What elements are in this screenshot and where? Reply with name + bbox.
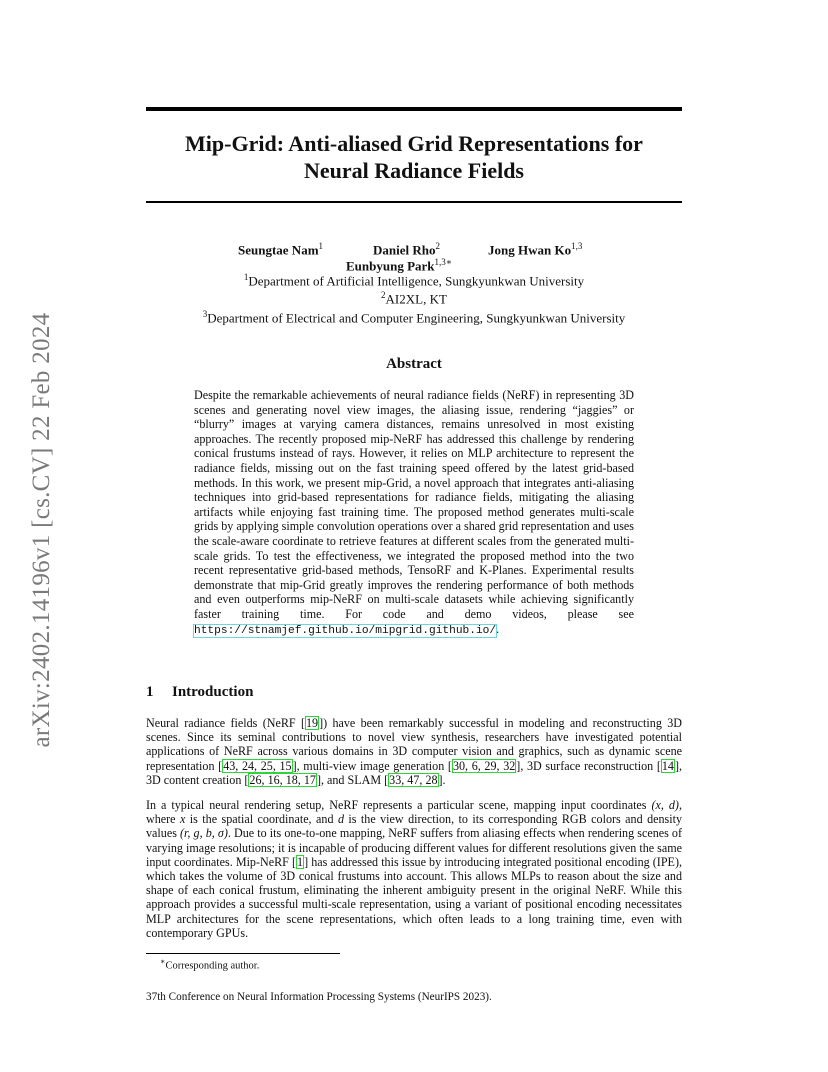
intro-paragraph-1: Neural radiance fields (NeRF [19]) have been remarkably successful in modeling and reconstructing 3D scenes. Since its seminal contributions to novel view synthesis, researchers have investigated potential applications of NeRF across various domains in 3D computer vision and graphics, such as dynamic scene representation [43, 24, 25, 15], multi-view image generation [30, 6, 29, 32], 3D surface reconstruction [14], 3D content creation [26, 16, 18, 17], and SLAM [33, 47, 28]. bbox=[146, 716, 683, 787]
author-nam: Seungtae Nam$^1$ bbox=[238, 241, 324, 258]
citation-link[interactable]: 30, 6, 29, 32 bbox=[452, 758, 516, 773]
title-line-1: Mip-Grid: Anti-aliased Grid Representations for bbox=[185, 131, 643, 156]
author-rho: Daniel Rho$^2$ bbox=[373, 241, 440, 258]
abstract-body: Despite the remarkable achievements of neural radiance fields (NeRF) in representing 3D scenes and generating novel view images, the aliasing issue, rendering “jaggies” or “blurry” images at varying camera distances, remains unresolved in most existing approaches. The recently proposed mip-NeRF has addressed this challenge by rendering conical frustums instead of rays. However, it relies on MLP architecture to represent the radiance fields, missing out on the fast training speed offered by the latest grid-based methods. In this work, we present mip-Grid, a novel approach that integrates anti-aliasing techniques into grid-based representations for radiance fields, mitigating the aliasing artifacts while enjoying fast training time. The proposed method generates multi-scale grids by applying simple convolution operations over a shared grid representation and uses the scale-aware coordinate to retrieve features at different scales from the generated multi-scale grids. To test the effectiveness, we integrated the proposed method into the two recent representative grid-based methods, TensoRF and K-Planes. Experimental results demonstrate that mip-Grid greatly improves the rendering performance of both methods and even outperforms mip-NeRF on multi-scale datasets while achieving significantly faster training time. For code and demo videos, please see https://stnamjef.github.io/mipgrid.github.io/. bbox=[194, 388, 634, 637]
title-line-2: Neural Radiance Fields bbox=[304, 158, 524, 183]
section-heading bbox=[146, 684, 253, 701]
citation-link[interactable]: 33, 47, 28 bbox=[389, 772, 438, 787]
author-row-2 bbox=[146, 254, 682, 274]
citation-link[interactable]: 26, 16, 18, 17 bbox=[249, 772, 316, 787]
affiliation-1: $^1$Department of Artificial Intelligence, Sungkyunkwan University bbox=[243, 272, 585, 289]
project-url-link[interactable]: https://stnamjef.github.io/mipgrid.github.io/ bbox=[194, 624, 497, 637]
math-inline: d bbox=[337, 812, 344, 827]
author-park: Eunbyung Park$^{1,3∗}$ bbox=[346, 257, 452, 274]
math-inline: (r, g, b, σ) bbox=[180, 826, 228, 841]
paper-title bbox=[146, 130, 682, 184]
title-bottom-rule bbox=[146, 201, 682, 203]
title-top-rule bbox=[146, 107, 682, 111]
citation-link[interactable]: 43, 24, 25, 15 bbox=[223, 758, 292, 773]
footnote-rule bbox=[146, 953, 340, 954]
affiliation-3: $^3$Department of Electrical and Computer Engineering, Sungkyunkwan University bbox=[202, 308, 626, 325]
math-inline: (x, d) bbox=[651, 798, 679, 812]
author-row-1 bbox=[146, 238, 682, 258]
author-ko: Jong Hwan Ko$^{1,3}$ bbox=[488, 241, 583, 258]
footnote: ∗Corresponding author. bbox=[160, 957, 260, 972]
conference-note: 37th Conference on Neural Information Processing Systems (NeurIPS 2023). bbox=[146, 991, 492, 1003]
abstract-heading: Abstract bbox=[386, 356, 442, 372]
intro-paragraph-2: In a typical neural rendering setup, NeRF represents a particular scene, mapping input coordinates (x, d), where x is the spatial coordinate, and d is the view direction, to its corresponding RGB colors and density values (r, g, b, σ). Due to its one-to-one mapping, NeRF suffers from aliasing effects when rendering scenes of varying image resolutions; it is incapable of producing different values for different resolutions given the same input coordinates. Mip-NeRF [1] has addressed this issue by introducing integrated positional encoding (IPE), which takes the volume of 3D conical frustums into account. This allows MLPs to reason about the size and shape of each conical frustum, eliminating the inherent ambiguity present in the original NeRF. While this approach provides a successful multi-scale representation, using a variant of positional encoding necessitates MLP architectures for the scene representations, which often leads to a long training time, even with contemporary GPUs. bbox=[146, 798, 683, 940]
affiliation-2: $^2$AI2XL, KT bbox=[381, 290, 447, 307]
section-number: 1 bbox=[146, 684, 154, 700]
author-block bbox=[146, 238, 682, 325]
citation-link[interactable]: 19 bbox=[305, 716, 319, 730]
citation-link[interactable]: 14 bbox=[661, 758, 674, 773]
arxiv-identifier: arXiv:2402.14196v1 [cs.CV] 22 Feb 2024 bbox=[28, 312, 55, 748]
citation-link[interactable]: 1 bbox=[297, 854, 304, 869]
math-inline: x bbox=[179, 812, 186, 827]
abstract-text: Despite the remarkable achievements of neural radiance fields (NeRF) in representing 3D scenes and generating novel view images, the aliasing issue, rendering “jaggies” or “blurry” images at varying camera distances, remains unresolved in most existing approaches. The recently proposed mip-NeRF has addressed this challenge by rendering conical frustums instead of rays. However, it relies on MLP architecture to represent the radiance fields, missing out on the fast training speed offered by the latest grid-based methods. In this work, we present mip-Grid, a novel approach that integrates anti-aliasing techniques into grid-based representations for radiance fields, mitigating the aliasing artifacts while enjoying fast training time. The proposed method generates multi-scale grids by applying simple convolution operations over a shared grid representation and uses the scale-aware coordinate to retrieve features at different scales from the generated multi-scale grids. To test the effectiveness, we integrated the proposed method into the two recent representative grid-based methods, TensoRF and K-Planes. Experimental results demonstrate that mip-Grid greatly improves the rendering performance of both methods and even outperforms mip-NeRF on multi-scale datasets while achieving significantly faster training time. For code and demo videos, please see bbox=[194, 388, 634, 621]
section-title: Introduction bbox=[172, 684, 254, 700]
